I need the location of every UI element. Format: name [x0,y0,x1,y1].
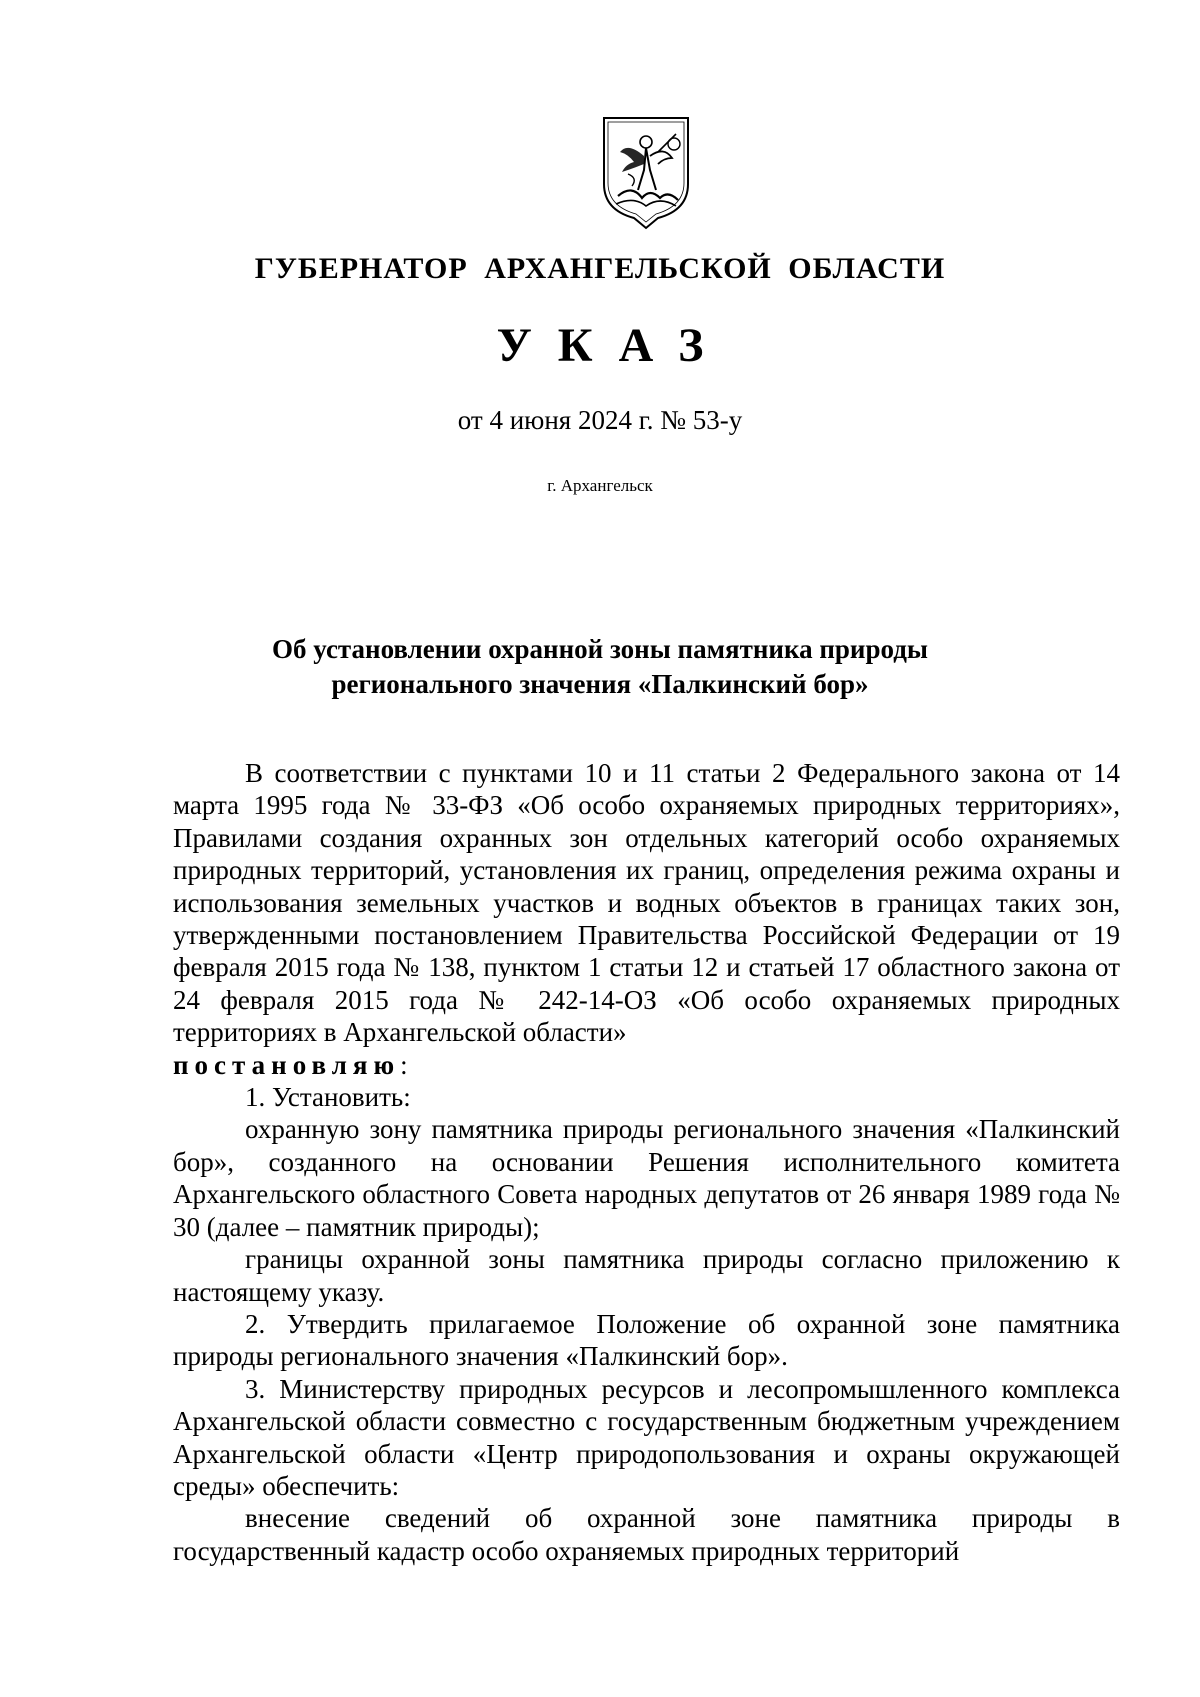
decree-line [173,1049,1120,1081]
title-line-2: регионального значения «Палкинский бор» [331,669,869,699]
item-1-b: границы охранной зоны памятника природы согласно приложению к настоящему указу. [173,1244,1120,1307]
item-1: 1. Установить: [245,1082,411,1113]
preamble-text: В соответствии с пунктами 10 и 11 статьи 2 Федерального закона от 14 марта 1995 года № 33-ФЗ «Об особо охраняемых природных территориях», Правилами создания охранных зон отдельных категорий особо охраняемых природных территорий, установления их границ, определения режима охраны и использования земельных участков и водных объектов в границах таких зон, утвержденными постановлением Правительства Российской Федерации от 19 февраля 2015 года № 138, пунктом 1 статьи 12 и статьей 17 областного закона от 24 февраля 2015 года № 242-14-ОЗ «Об особо охраняемых природных территориях в Архангельской области» [173,758,1120,1048]
document-body [173,757,1120,1567]
item-3: 3. Министерству природных ресурсов и лесопромышленного комплекса Архангельской области совместно с государственным бюджетным учреждением Архангельской области «Центр природопользования и охраны окружающей среды» обеспечить: [173,1373,1120,1501]
item-3-a: внесение сведений об охранной зоне памятника природы в государственный кадастр особо охраняемых природных территорий [173,1503,1120,1566]
decree-word: постановляю [173,1049,401,1080]
title-line-1: Об установлении охранной зоны памятника природы [272,634,928,664]
document-type: УКАЗ [496,319,730,372]
item-1-a: охранную зону памятника природы регионального значения «Палкинский бор», созданного на основании Решения исполнительного комитета Архангельского областного Совета народных депутатов от 26 января 1989 года № 30 (далее – памятник природы); [173,1114,1120,1242]
preamble-paragraph [173,757,1120,1049]
item-2: 2. Утвердить прилагаемое Положение об охранной зоне памятника природы регионального значения «Палкинский бор». [173,1308,1120,1372]
coat-of-arms-icon [598,112,694,232]
decree-colon: : [400,1049,408,1080]
place-of-issue: г. Архангельск [547,476,653,495]
date-and-number: от 4 июня 2024 г. № 53-у [457,405,743,435]
issuer-title: ГУБЕРНАТОР АРХАНГЕЛЬСКОЙ ОБЛАСТИ [254,252,946,285]
document-title [0,632,1200,702]
